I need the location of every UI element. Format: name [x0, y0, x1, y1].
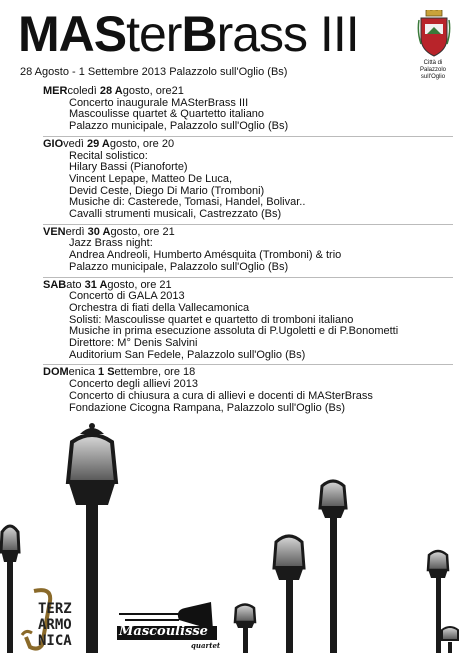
event-date: DOMenica 1 Settembre, ore 18 [43, 366, 196, 379]
event-line: Vincent Lepape, Matteo De Luca, [69, 172, 233, 185]
event-item [43, 224, 453, 274]
street-lamp-icon [235, 605, 255, 654]
event-line: Palazzo municipale, Palazzolo sull'Oglio (Bs) [69, 260, 289, 273]
logo-text: Mascoulisse [119, 624, 208, 639]
event-line: Concerto inaugurale MASterBrass III [69, 96, 249, 109]
event-date: VENerdì 30 Agosto, ore 21 [43, 225, 175, 238]
event-line: Fondazione Cicogna Rampana, Palazzolo sull'Oglio (Bs) [69, 401, 346, 414]
event-line: Auditorium San Fedele, Palazzolo sull'Oglio (Bs) [69, 348, 306, 361]
event-line: Cavalli strumenti musicali, Castrezzato (Bs) [69, 208, 282, 221]
event-line: Concerto degli allievi 2013 [69, 378, 199, 391]
event-line: Musiche in prima esecuzione assoluta di P.Ugoletti e di P.Bonometti [69, 325, 399, 338]
event-date: MERcoledì 28 Agosto, ore21 [43, 85, 184, 97]
event-date: GIOvedì 29 Agosto, ore 20 [43, 137, 175, 150]
logo-text: TERZ [38, 601, 72, 617]
logo-subtext: quartet [191, 641, 221, 650]
event-line: Recital solistico: [69, 149, 148, 162]
poster-subtitle: 28 Agosto - 1 Settembre 2013 Palazzolo sull'Oglio (Bs) [20, 66, 288, 78]
street-lamp-icon [320, 481, 346, 653]
event-line: Orchestra di fiati della Vallecamonica [69, 301, 250, 314]
event-item [43, 136, 453, 221]
logo-text: ARMO [38, 617, 72, 633]
event-line: Concerto di GALA 2013 [69, 290, 185, 303]
event-line: Musiche di: Casterede, Tomasi, Handel, Bolivar.. [69, 196, 306, 209]
event-line: Direttore: M° Denis Salvini [69, 337, 198, 350]
event-line: Concerto di chiusura a cura di allievi e docenti di MASterBrass [69, 389, 373, 402]
event-line: Palazzo municipale, Palazzolo sull'Oglio (Bs) [69, 120, 289, 133]
crest-caption: Città di Palazzolo sull'Oglio [419, 60, 446, 80]
poster-title: MASterBrass III [18, 6, 359, 62]
terz-armonica-logo [8, 585, 108, 653]
event-line: Devid Ceste, Diego Di Mario (Tromboni) [69, 184, 265, 197]
street-lamp-icon [442, 627, 458, 653]
event-line: Jazz Brass night: [69, 237, 153, 250]
event-line: Mascoulisse quartet & Quartetto italiano [69, 108, 265, 121]
event-list [43, 86, 453, 414]
event-line: Hilary Bassi (Pianoforte) [69, 161, 188, 174]
city-crest-icon [417, 10, 451, 58]
event-date: SABato 31 Agosto, ore 21 [43, 278, 172, 291]
street-lamp-icon [274, 536, 304, 653]
event-item [43, 277, 453, 362]
event-item [43, 364, 453, 414]
event-line: Andrea Andreoli, Humberto Amésquita (Tromboni) & trio [69, 249, 342, 262]
logo-text: NICA [38, 633, 72, 649]
event-line: Solisti: Mascoulisse quartet e quartetto di tromboni italiano [69, 313, 354, 326]
event-item [43, 86, 453, 133]
mascoulisse-logo [115, 600, 230, 650]
